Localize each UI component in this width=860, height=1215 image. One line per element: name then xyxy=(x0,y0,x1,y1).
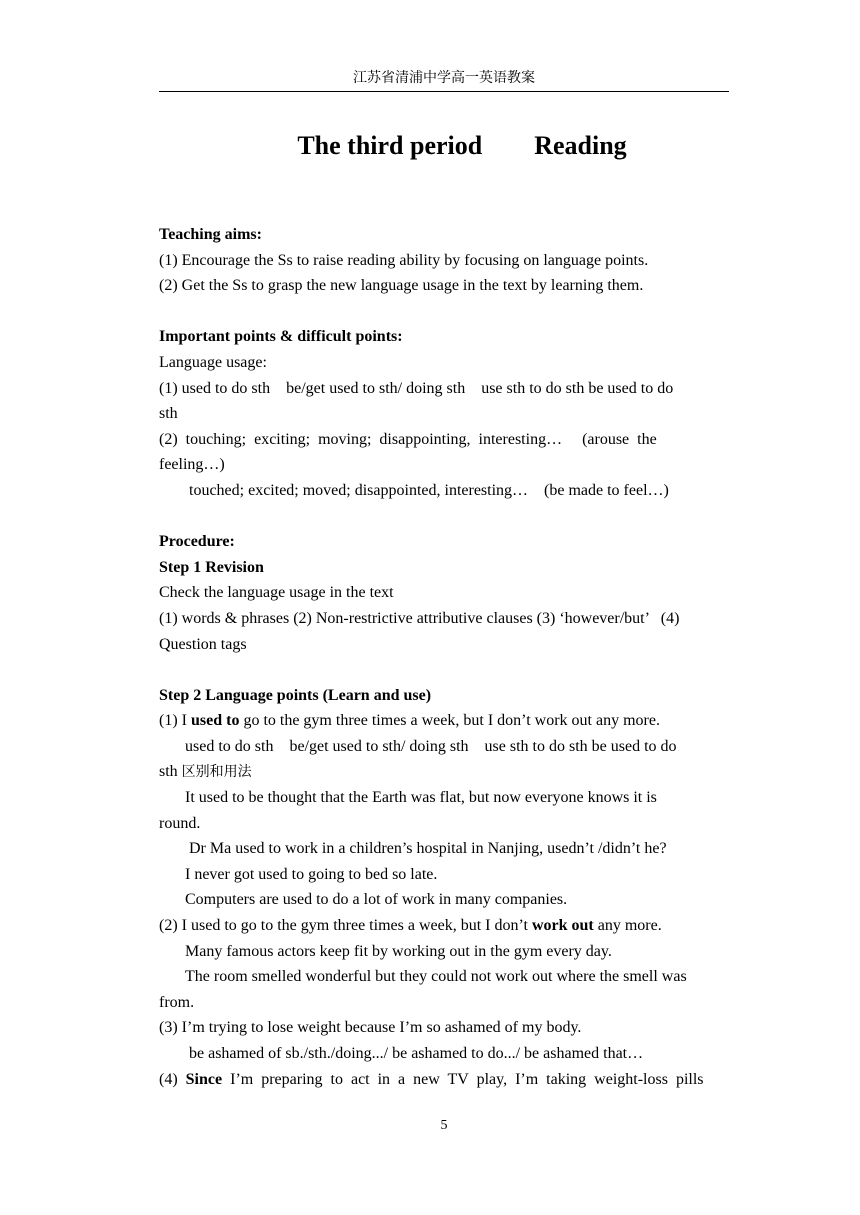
text: any more. xyxy=(593,917,662,935)
example-sentence: round. xyxy=(159,814,201,832)
text: (2) I used to go to the gym three times a week, but I don’t xyxy=(159,917,532,935)
example-sentence: Dr Ma used to work in a children’s hospital in Nanjing, usedn’t /didn’t he? xyxy=(189,840,667,858)
header-divider xyxy=(159,91,729,92)
text: I’m preparing to act in a new TV play, I’m taking weight-loss pills xyxy=(222,1070,704,1088)
spacer xyxy=(159,657,731,683)
language-point-2 xyxy=(159,913,731,939)
bold-phrase: Since xyxy=(185,1070,223,1088)
page-title: The third period Reading xyxy=(297,131,627,160)
important-point-line: Language usage: xyxy=(159,353,267,371)
usage-line: be ashamed of sb./sth./doing.../ be ashamed to do.../ be ashamed that… xyxy=(189,1045,644,1062)
step1-heading: Step 1 Revision xyxy=(159,558,264,576)
example-sentence: from. xyxy=(159,993,195,1011)
example-sentence: Many famous actors keep fit by working out in the gym every day. xyxy=(185,942,612,960)
language-point-4 xyxy=(159,1067,731,1093)
important-point-line: feeling…) xyxy=(159,456,225,474)
step1-line: Check the language usage in the text xyxy=(159,584,394,602)
text: sth xyxy=(159,763,182,781)
teaching-aim-2: (2) Get the Ss to grasp the new language usage in the text by learning them. xyxy=(159,277,644,295)
example-sentence: I never got used to going to bed so late. xyxy=(185,865,438,883)
example-sentence: The room smelled wonderful but they could not work out where the smell was xyxy=(185,968,687,986)
spacer xyxy=(159,299,731,325)
example-sentence: It used to be thought that the Earth was flat, but now everyone knows it is xyxy=(185,789,657,807)
procedure-heading: Procedure: xyxy=(159,533,235,551)
step1-line: (1) words & phrases (2) Non-restrictive attributive clauses (3) ‘however/but’ (4) xyxy=(159,609,680,627)
important-point-line: sth xyxy=(159,405,178,423)
step2-heading: Step 2 Language points (Learn and use) xyxy=(159,686,432,704)
example-sentence: Computers are used to do a lot of work in many companies. xyxy=(185,891,568,909)
bold-phrase: work out xyxy=(531,917,594,935)
usage-line xyxy=(159,759,731,785)
spacer xyxy=(159,504,731,530)
language-point-1 xyxy=(159,708,731,734)
teaching-aims-heading: Teaching aims: xyxy=(159,226,262,243)
page-number: 5 xyxy=(440,1118,448,1133)
bold-phrase: used to xyxy=(190,712,240,730)
text: (1) I xyxy=(159,712,191,730)
chinese-note: 区别和用法 xyxy=(181,764,252,781)
usage-line: used to do sth be/get used to sth/ doing sth use sth to do sth be used to do xyxy=(185,737,677,755)
step1-line: Question tags xyxy=(159,635,247,653)
important-point-line: (1) used to do sth be/get used to sth/ doing sth use sth to do sth be used to do xyxy=(159,379,674,397)
language-point-3: (3) I’m trying to lose weight because I’m so ashamed of my body. xyxy=(159,1019,582,1037)
text: (4) xyxy=(159,1070,186,1088)
important-point-line: touched; excited; moved; disappointed, interesting… (be made to feel…) xyxy=(189,481,669,499)
page-header: 江苏省清浦中学高一英语教案 xyxy=(353,71,535,86)
important-point-line: (2) touching; exciting; moving; disappointing, interesting… (arouse the xyxy=(159,430,657,448)
teaching-aim-1: (1) Encourage the Ss to raise reading ability by focusing on language points. xyxy=(159,251,649,269)
text: go to the gym three times a week, but I don’t work out any more. xyxy=(239,712,660,730)
document-body xyxy=(159,222,731,1092)
important-points-heading: Important points & difficult points: xyxy=(159,328,403,346)
